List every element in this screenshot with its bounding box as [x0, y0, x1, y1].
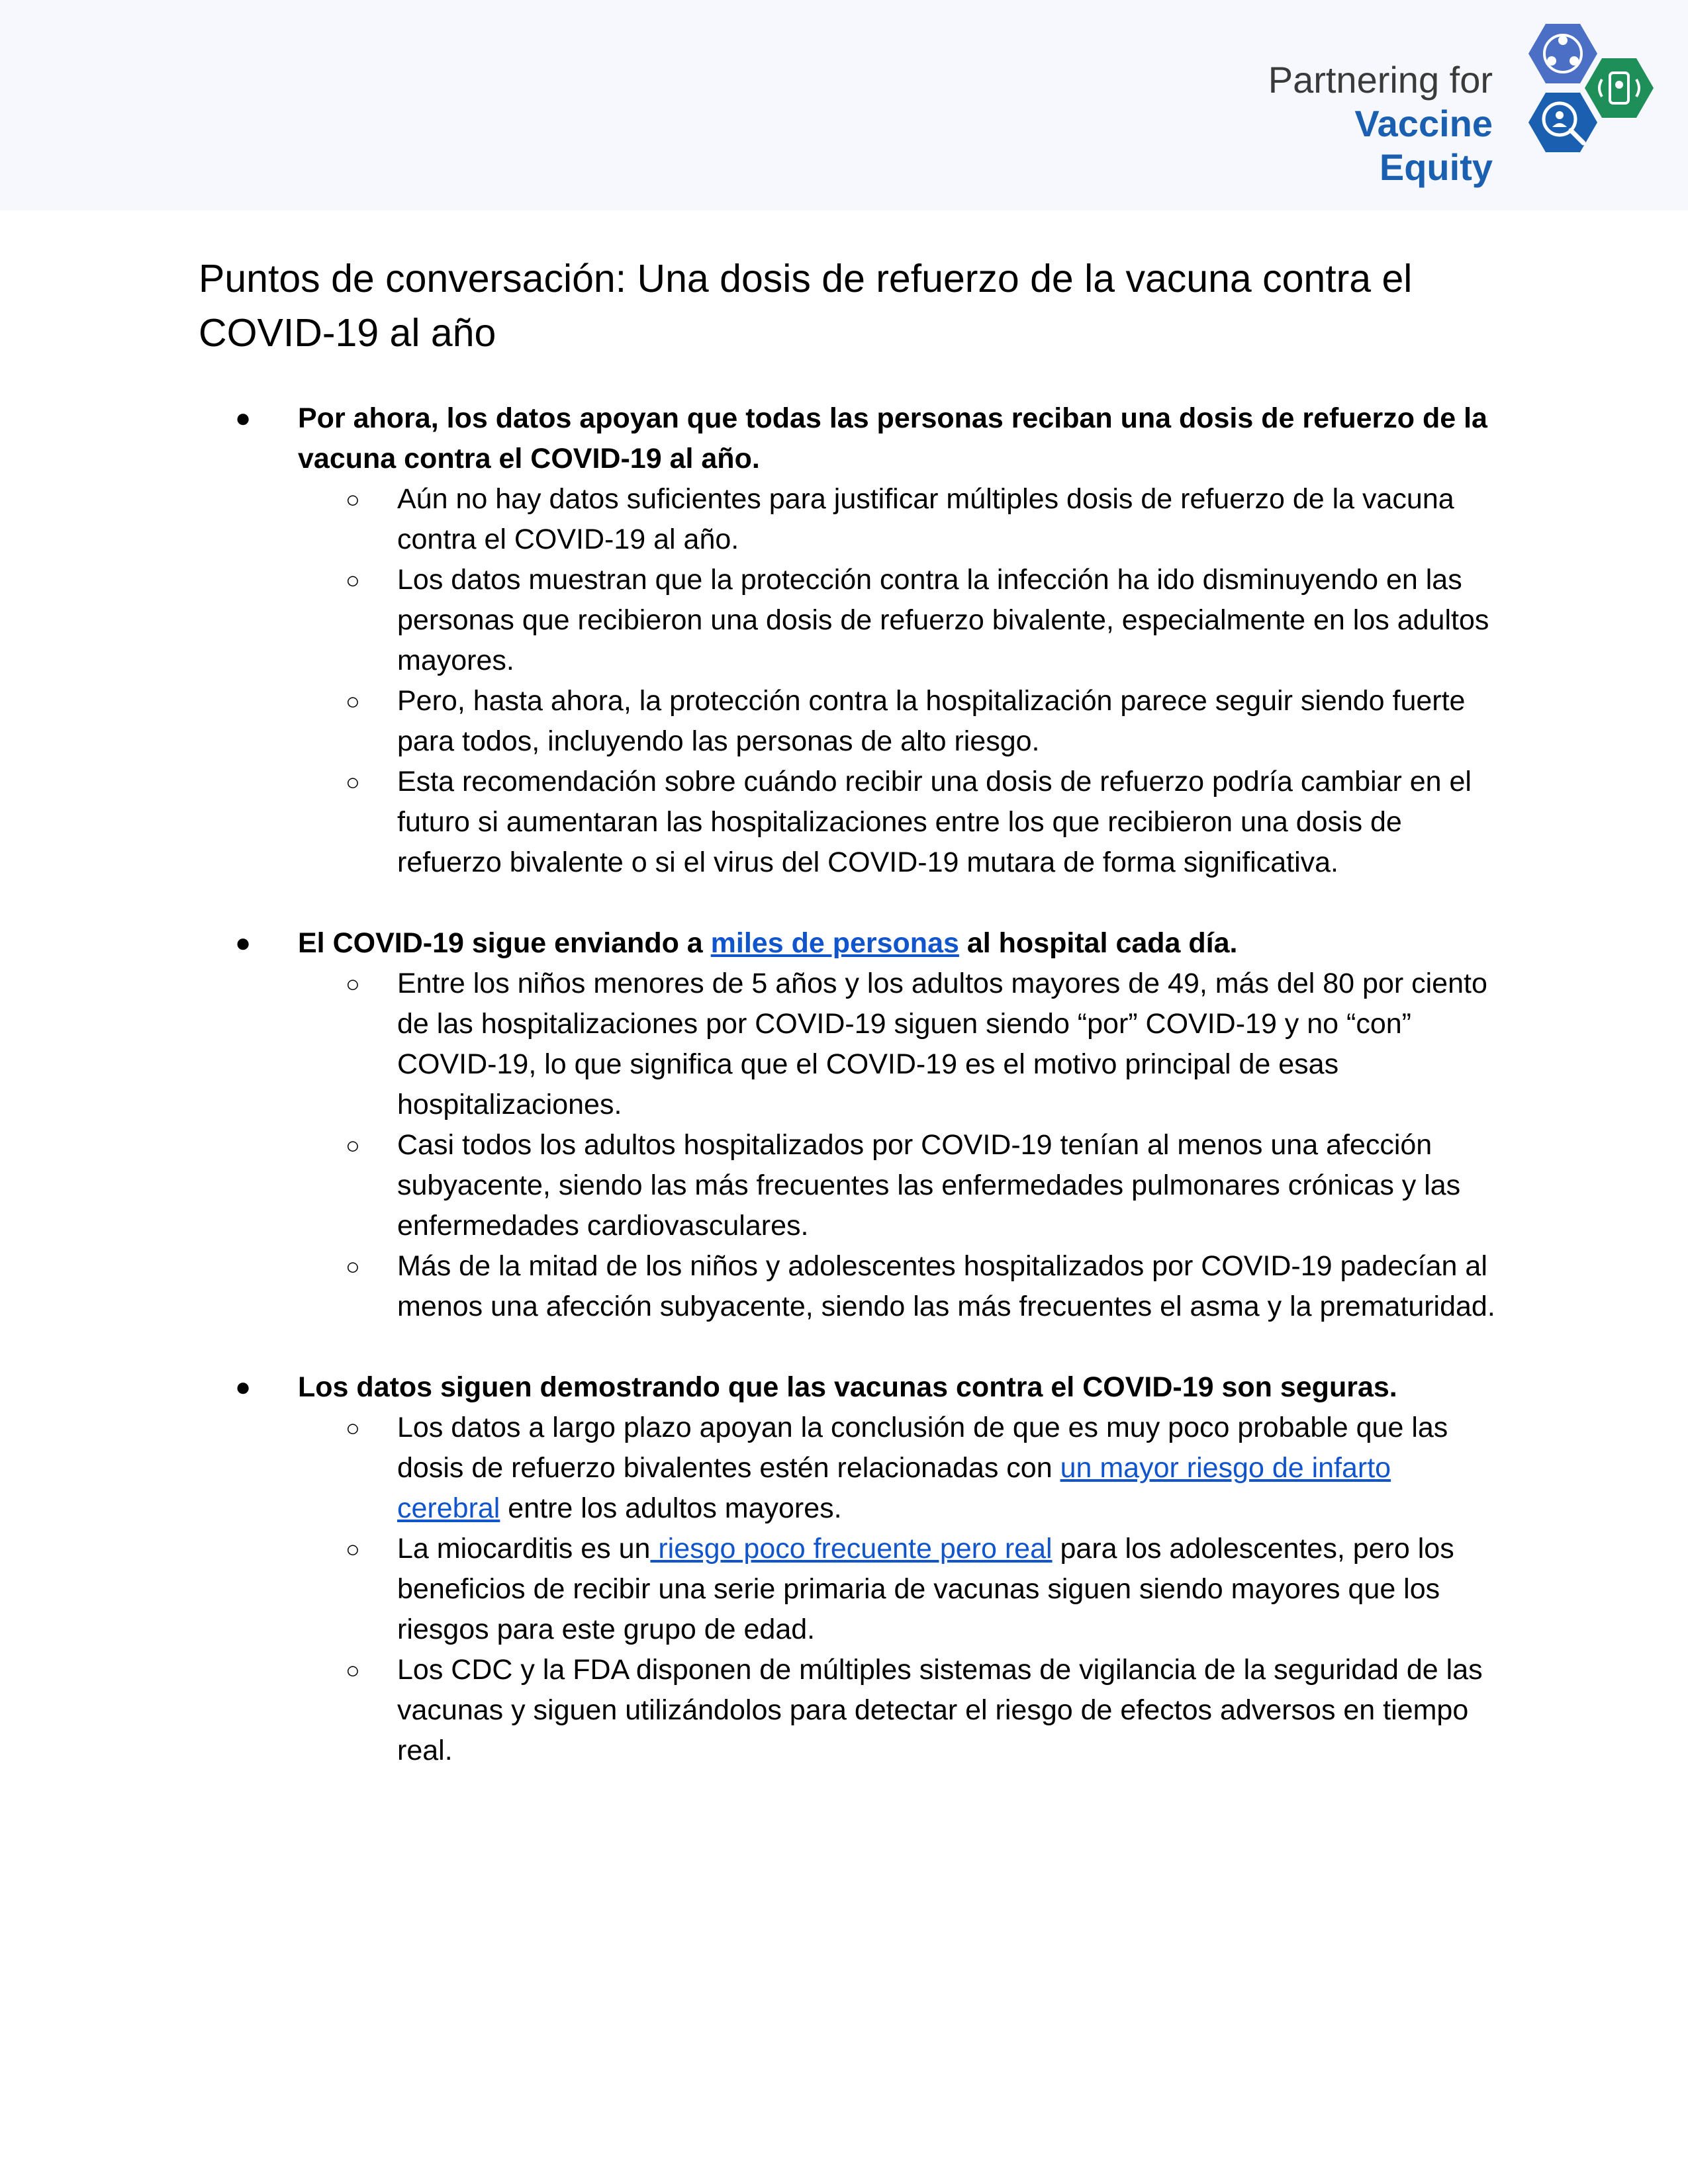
list-item-text: Casi todos los adultos hospitalizados por COVID-19 tenían al menos una afección subyacente, siendo las más frecuentes las enfermedades pulmonares crónicas y las enfermedades cardiovasculares. [397, 1129, 1461, 1242]
sub-bullet-icon: ○ [346, 1253, 360, 1280]
bullet-icon: ● [235, 404, 252, 433]
bullet-icon: ● [235, 929, 252, 958]
list-item-text: Los datos muestran que la protección contra la infección ha ido disminuyendo en las personas que recibieron una dosis de refuerzo bivalente, especialmente en los adultos mayores. [397, 564, 1489, 676]
list-item [199, 1246, 1496, 1327]
list-item [199, 681, 1496, 762]
sub-bullet-icon: ○ [346, 970, 360, 997]
mobile-phone-signal-icon [1585, 58, 1654, 118]
list-item [199, 964, 1496, 1125]
bullet-heading: Por ahora, los datos apoyan que todas las personas reciban una dosis de refuerzo de la vacuna contra el COVID-19 al año. [298, 402, 1487, 475]
list-item-text-before: La miocarditis es un [397, 1533, 651, 1565]
magnifier-people-icon [1528, 93, 1597, 152]
bullet-heading: Los datos siguen demostrando que las vacunas contra el COVID-19 son seguras. [298, 1371, 1397, 1403]
page-title: Puntos de conversación: Una dosis de refuerzo de la vacuna contra el COVID-19 al año [199, 257, 1413, 355]
list-item-text-after: entre los adultos mayores. [500, 1492, 842, 1524]
section-vaccine-safety [199, 1367, 1496, 1771]
logo-line-1: Partnering for [1268, 59, 1493, 101]
list-item-text-before: Los datos a largo plazo apoyan la conclusión de que es muy poco probable que las dosis de refuerzo bivalentes estén relacionadas con [397, 1412, 1448, 1484]
list-item [199, 1650, 1496, 1771]
section-booster-annual [199, 398, 1496, 883]
list-item [199, 560, 1496, 681]
logo-hexagons [1496, 20, 1655, 184]
sub-list [199, 1408, 1496, 1771]
list-item-text: Los CDC y la FDA disponen de múltiples sistemas de vigilancia de la seguridad de las vacunas y siguen utilizándolos para detectar el riesgo de efectos adversos en tiempo real. [397, 1654, 1483, 1766]
miles-de-personas-link[interactable]: miles de personas [710, 927, 959, 959]
list-item-text: Entre los niños menores de 5 años y los adultos mayores de 49, más del 80 por ciento de las hospitalizaciones por COVID-19 siguen siendo “por” COVID-19 y no “con” COVID-19, lo que significa que el COVID-19 es el motivo principal de esas hospitalizaciones. [397, 968, 1487, 1120]
main-bullet [199, 923, 1496, 964]
document-content [199, 251, 1496, 1811]
riesgo-poco-frecuente-link[interactable]: riesgo poco frecuente pero real [650, 1533, 1053, 1565]
sub-bullet-icon: ○ [346, 1657, 360, 1684]
list-item-text: Esta recomendación sobre cuándo recibir una dosis de refuerzo podría cambiar en el futuro si aumentaran las hospitalizaciones entre los que recibieron una dosis de refuerzo bivalente o si el virus del COVID-19 mutara de forma significativa. [397, 766, 1472, 878]
sub-bullet-icon: ○ [346, 688, 360, 715]
bullet-heading-before: El COVID-19 sigue enviando a [298, 927, 711, 959]
sub-bullet-icon: ○ [346, 567, 360, 594]
list-item [199, 762, 1496, 883]
logo-line-2: Vaccine Equity [1354, 103, 1493, 188]
section-hospitalizations [199, 923, 1496, 1327]
main-bullet [199, 398, 1496, 479]
list-item [199, 1125, 1496, 1246]
bullet-heading-after: al hospital cada día. [959, 927, 1238, 959]
people-network-icon [1528, 24, 1597, 83]
sub-bullet-icon: ○ [346, 1535, 360, 1563]
list-item-text: Aún no hay datos suficientes para justificar múltiples dosis de refuerzo de la vacuna contra el COVID-19 al año. [397, 483, 1454, 555]
sub-list [199, 964, 1496, 1327]
list-item-text: Pero, hasta ahora, la protección contra la hospitalización parece seguir siendo fuerte para todos, incluyendo las personas de alto riesgo. [397, 685, 1466, 757]
list-item [199, 479, 1496, 560]
sub-list [199, 479, 1496, 883]
sub-bullet-icon: ○ [346, 486, 360, 513]
sub-bullet-icon: ○ [346, 1414, 360, 1441]
main-bullet [199, 1367, 1496, 1408]
list-item-text-after: para los adolescentes, pero los beneficios de recibir una serie primaria de vacunas siguen siendo mayores que los riesgos para este grupo de edad. [397, 1533, 1454, 1645]
sub-bullet-icon: ○ [346, 1132, 360, 1159]
infarto-cerebral-link[interactable]: un mayor riesgo de infarto cerebral [397, 1452, 1391, 1524]
logo-text [1248, 58, 1493, 189]
bullet-icon: ● [235, 1373, 252, 1402]
list-item [199, 1408, 1496, 1529]
list-item-text: Más de la mitad de los niños y adolescentes hospitalizados por COVID-19 padecían al menos una afección subyacente, siendo las más frecuentes el asma y la prematuridad. [397, 1250, 1495, 1322]
sub-bullet-icon: ○ [346, 768, 360, 796]
list-item [199, 1529, 1496, 1650]
